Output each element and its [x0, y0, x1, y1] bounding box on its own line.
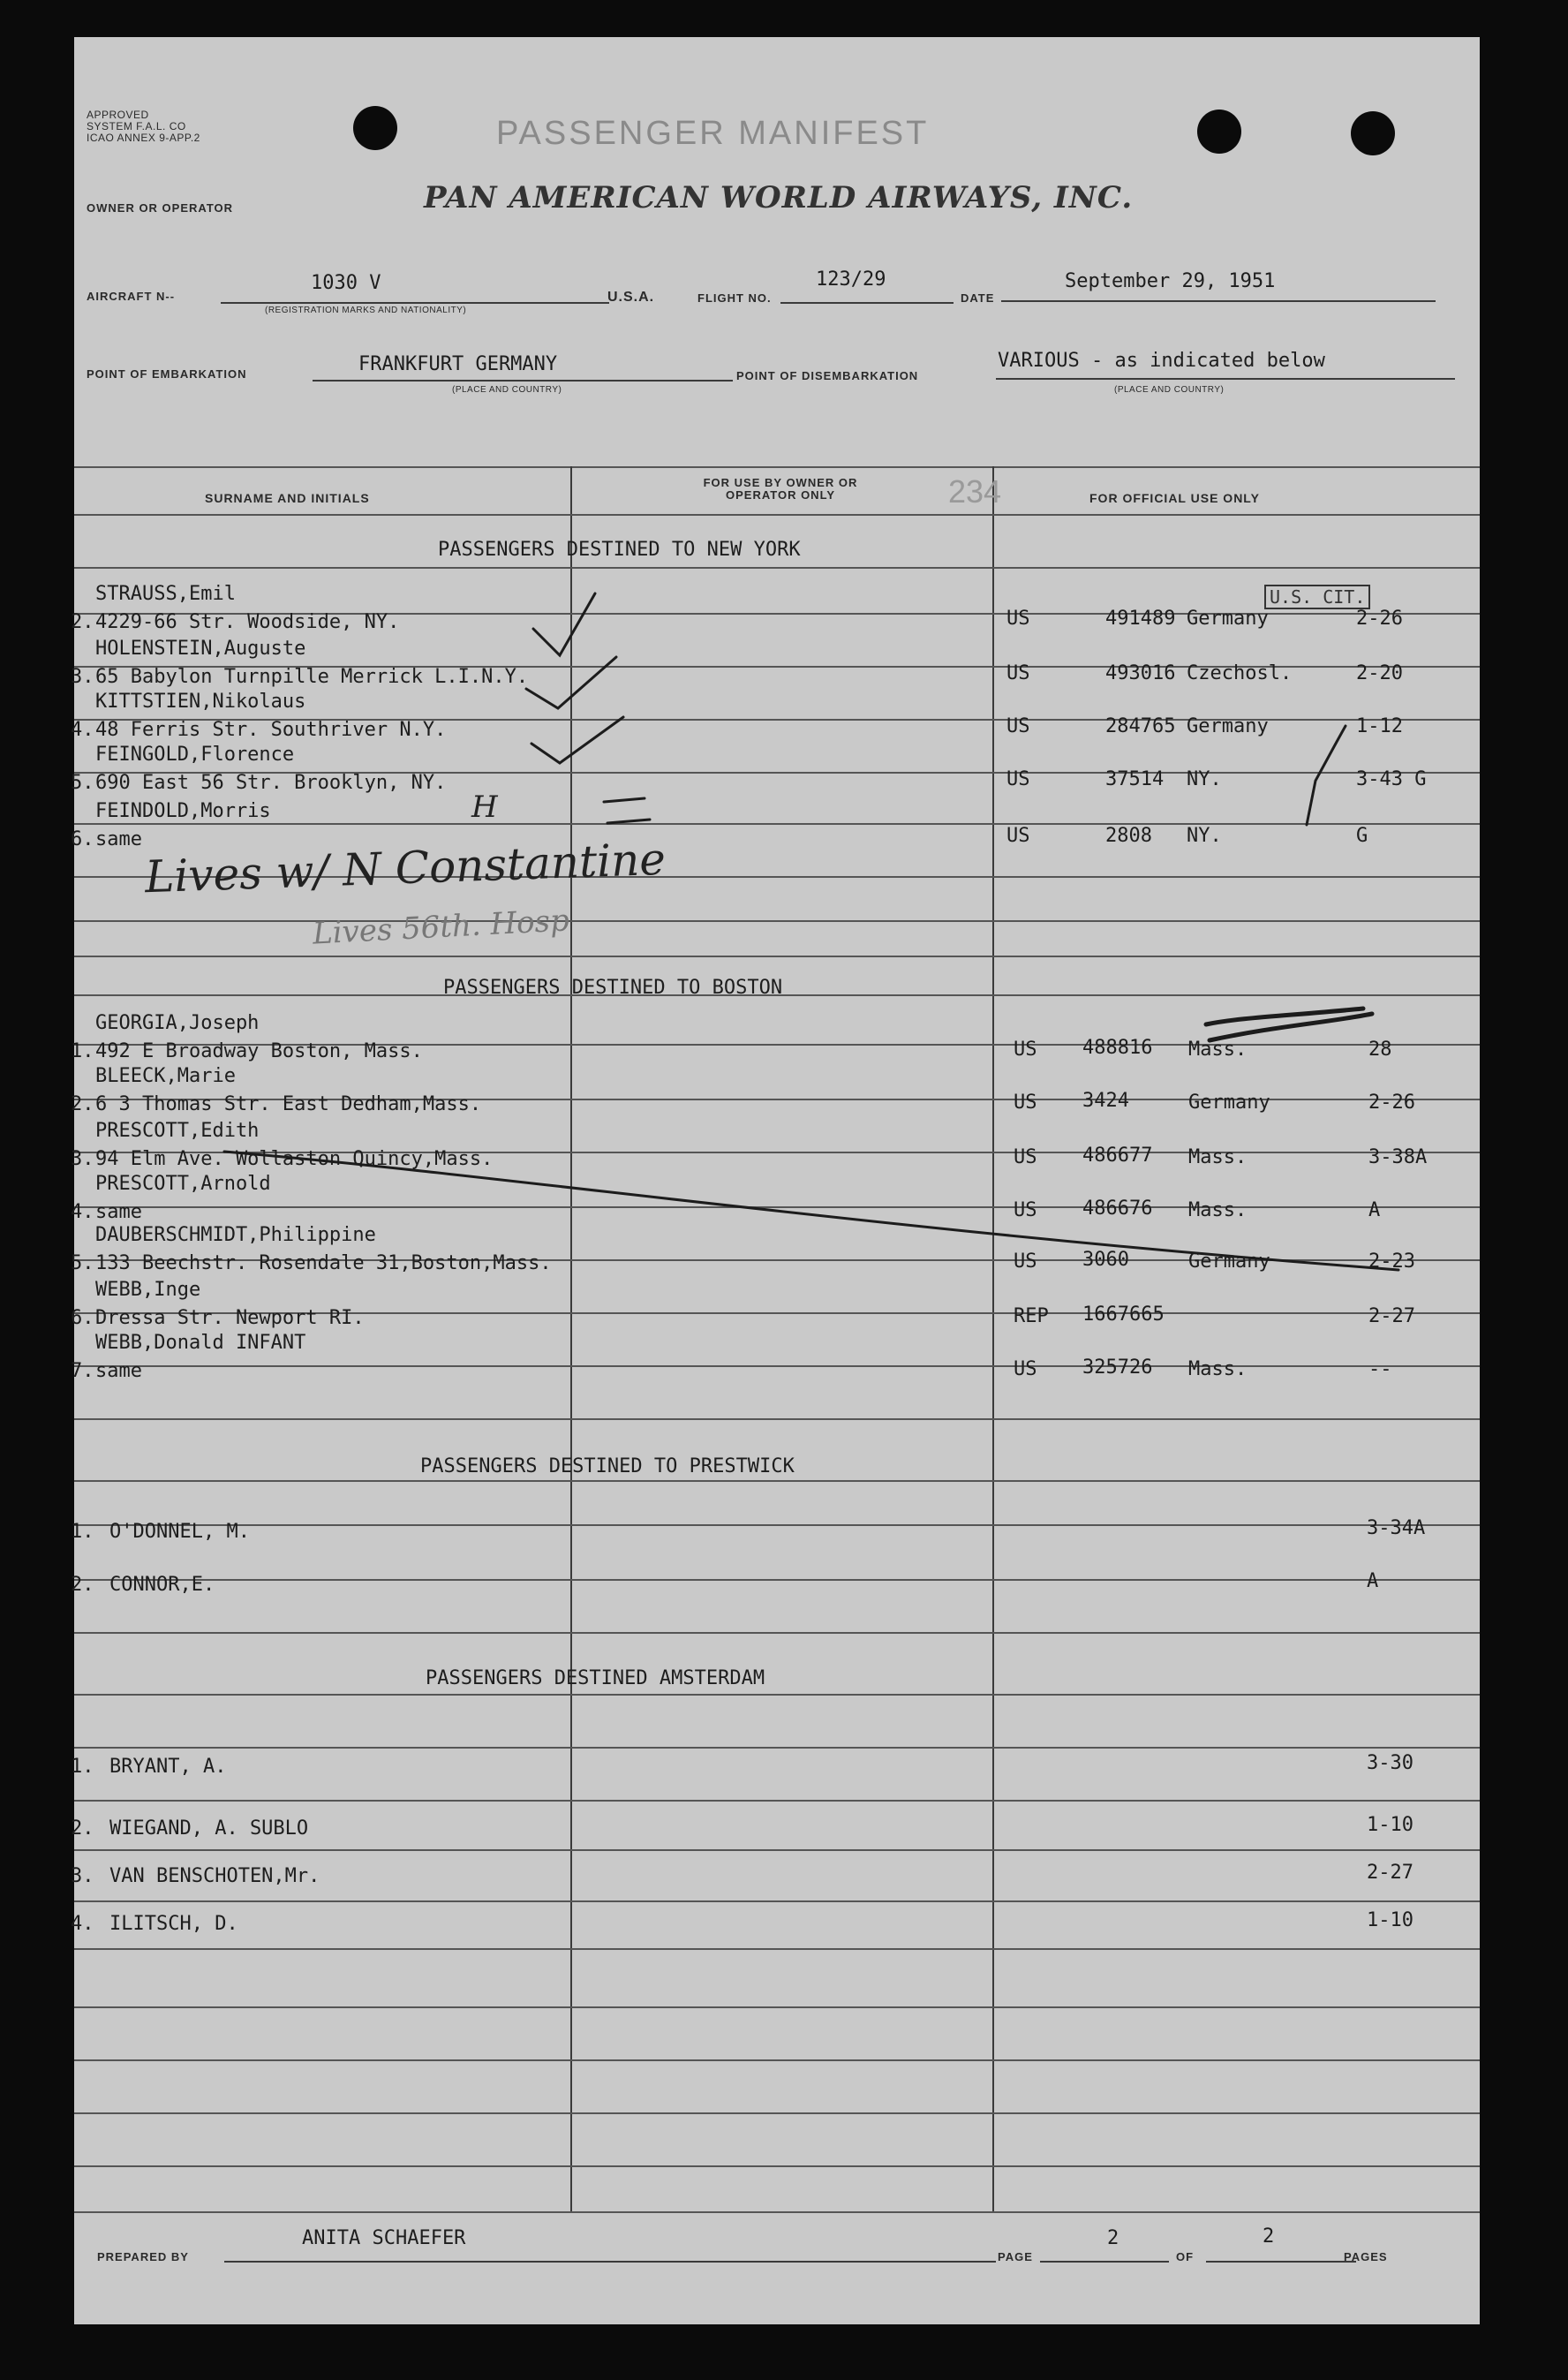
- dash-mark-icon: [604, 798, 650, 823]
- embark-label: POINT OF EMBARKATION: [87, 367, 247, 381]
- disembark-label: POINT OF DISEMBARKATION: [736, 369, 919, 382]
- document-type: US: [1006, 715, 1030, 737]
- passenger-address: 690 East 56 Str. Brooklyn, NY.: [95, 772, 447, 794]
- passenger-number: 6.: [71, 828, 94, 850]
- code: 28: [1368, 1039, 1392, 1061]
- document-type: US: [1014, 1039, 1037, 1061]
- passenger-address: 65 Babylon Turnpille Merrick L.I.N.Y.: [95, 666, 529, 688]
- origin: Czechosl.: [1187, 662, 1293, 684]
- strike-line: [224, 1152, 1398, 1270]
- code: 3-38A: [1368, 1146, 1428, 1168]
- passenger-name: WIEGAND, A. SUBLO: [109, 1817, 309, 1840]
- passenger-number: 3.: [71, 1148, 94, 1170]
- document-type: REP: [1014, 1305, 1049, 1327]
- code: 3-43 G: [1356, 768, 1427, 790]
- passenger-address: 6 3 Thomas Str. East Dedham,Mass.: [95, 1093, 482, 1115]
- passenger-address: Dressa Str. Newport RI.: [95, 1307, 365, 1329]
- passenger-number: 1.: [71, 1521, 94, 1543]
- passenger-number: 2.: [71, 611, 94, 633]
- origin: Mass.: [1188, 1358, 1248, 1380]
- origin: Germany: [1187, 608, 1269, 630]
- document-type: US: [1006, 825, 1030, 847]
- document-type: US: [1014, 1199, 1037, 1221]
- document-number: 488816: [1082, 1037, 1153, 1059]
- handwritten-note: Lives w/ N Constantine: [144, 833, 667, 903]
- checkmark-icon: [1307, 726, 1346, 825]
- embark-value: FRANKFURT GERMANY: [358, 353, 558, 375]
- code: 2-20: [1356, 662, 1403, 684]
- document-number: 3424: [1082, 1090, 1129, 1112]
- checkmark-icon: [526, 657, 616, 708]
- document-number: 1667665: [1082, 1303, 1165, 1326]
- passenger-number: 2.: [71, 1093, 94, 1115]
- handwritten-note-faint: Lives 56th. Hosp: [312, 903, 570, 952]
- aircraft-value: 1030 V: [311, 272, 381, 294]
- date-label: DATE: [961, 291, 995, 305]
- form-title: PASSENGER MANIFEST: [496, 115, 930, 152]
- handwritten-initial: H: [471, 790, 498, 825]
- passenger-number: 4.: [71, 1201, 94, 1223]
- code: A: [1367, 1570, 1379, 1592]
- col-official-use: FOR OFFICIAL USE ONLY: [1089, 491, 1260, 505]
- passenger-name: PRESCOTT,Edith: [95, 1120, 260, 1142]
- passenger-number: 1.: [71, 1756, 94, 1778]
- passenger-number: 5.: [71, 772, 94, 794]
- document-number: 486676: [1082, 1198, 1153, 1220]
- passenger-number: 4.: [71, 1913, 94, 1935]
- page-label: PAGE: [998, 2250, 1033, 2263]
- passenger-name: ILITSCH, D.: [109, 1913, 238, 1935]
- origin: Germany: [1188, 1250, 1270, 1273]
- passenger-number: 2.: [71, 1817, 94, 1840]
- document-number: 3060: [1082, 1249, 1129, 1271]
- passenger-name: BLEECK,Marie: [95, 1065, 236, 1087]
- code: 2-26: [1368, 1092, 1415, 1114]
- manifest-sheet: [71, 37, 1480, 2324]
- passenger-address: same: [95, 828, 142, 850]
- document-type: US: [1006, 768, 1030, 790]
- passenger-name: KITTSTIEN,Nikolaus: [95, 691, 306, 713]
- of-value: 2: [1263, 2225, 1275, 2248]
- code: --: [1368, 1358, 1392, 1380]
- code: 2-26: [1356, 608, 1403, 630]
- col-owner-use: FOR USE BY OWNER OR OPERATOR ONLY: [703, 476, 858, 502]
- origin: Mass.: [1188, 1039, 1248, 1061]
- origin: Mass.: [1188, 1146, 1248, 1168]
- passenger-name: DAUBERSCHMIDT,Philippine: [95, 1224, 376, 1246]
- prepared-value: ANITA SCHAEFER: [302, 2227, 466, 2249]
- registration-note: (REGISTRATION MARKS AND NATIONALITY): [265, 306, 467, 315]
- passenger-address: same: [95, 1360, 142, 1382]
- stamp-number: 234: [948, 473, 1002, 510]
- section-new-york: PASSENGERS DESTINED TO NEW YORK: [438, 539, 801, 561]
- passenger-name: FEINDOLD,Morris: [95, 800, 271, 822]
- flight-value: 123/29: [816, 268, 886, 291]
- passenger-address: 4229-66 Str. Woodside, NY.: [95, 611, 400, 633]
- document-type: US: [1014, 1092, 1037, 1114]
- document-number: 491489: [1105, 608, 1176, 630]
- aircraft-label: AIRCRAFT N--: [87, 290, 176, 303]
- document-number: 486677: [1082, 1145, 1153, 1167]
- passenger-number: 4.: [71, 719, 94, 741]
- approved-line: ICAO ANNEX 9-APP.2: [87, 132, 200, 144]
- document-type: US: [1006, 608, 1030, 630]
- passenger-name: BRYANT, A.: [109, 1756, 227, 1778]
- section-amsterdam: PASSENGERS DESTINED AMSTERDAM: [426, 1667, 765, 1689]
- passenger-address: 94 Elm Ave. Wollaston Quincy,Mass.: [95, 1148, 494, 1170]
- code: 2-27: [1368, 1305, 1415, 1327]
- code: 1-10: [1367, 1814, 1413, 1836]
- disembark-value: VARIOUS - as indicated below: [998, 350, 1325, 372]
- passenger-number: 3.: [71, 1865, 94, 1887]
- origin: Germany: [1187, 715, 1269, 737]
- document-number: 2808: [1105, 825, 1152, 847]
- owner-label: OWNER OR OPERATOR: [87, 201, 234, 215]
- passenger-number: 1.: [71, 1040, 94, 1062]
- origin: NY.: [1187, 825, 1222, 847]
- passenger-number: 3.: [71, 666, 94, 688]
- code: 2-23: [1368, 1250, 1415, 1273]
- checkmark-icon: [533, 593, 595, 655]
- passenger-name: CONNOR,E.: [109, 1574, 215, 1596]
- passenger-number: 5.: [71, 1252, 94, 1274]
- document-number: 493016: [1105, 662, 1176, 684]
- passenger-name: VAN BENSCHOTEN,Mr.: [109, 1865, 320, 1887]
- code: 3-34A: [1367, 1517, 1426, 1539]
- section-boston: PASSENGERS DESTINED TO BOSTON: [443, 977, 783, 999]
- passenger-name: WEBB,Donald INFANT: [95, 1332, 306, 1354]
- code: 3-30: [1367, 1752, 1413, 1774]
- usa-label: U.S.A.: [607, 290, 655, 305]
- passenger-name: O'DONNEL, M.: [109, 1521, 250, 1543]
- date-value: September 29, 1951: [1065, 270, 1276, 292]
- passenger-number: 6.: [71, 1307, 94, 1329]
- document-type: US: [1014, 1146, 1037, 1168]
- approved-line: SYSTEM F.A.L. CO: [87, 120, 186, 132]
- code: 1-10: [1367, 1909, 1413, 1931]
- flight-label: FLIGHT NO.: [697, 291, 772, 305]
- passenger-name: FEINGOLD,Florence: [95, 744, 295, 766]
- passenger-name: HOLENSTEIN,Auguste: [95, 638, 306, 660]
- strike-scribble: [1206, 1009, 1372, 1040]
- passenger-name: PRESCOTT,Arnold: [95, 1173, 271, 1195]
- section-prestwick: PASSENGERS DESTINED TO PRESTWICK: [420, 1455, 795, 1477]
- handwriting-overlay: [74, 37, 1480, 2324]
- of-label: OF: [1176, 2250, 1195, 2263]
- place-note: (PLACE AND COUNTRY): [1114, 385, 1225, 395]
- passenger-name: WEBB,Inge: [95, 1279, 201, 1301]
- place-note: (PLACE AND COUNTRY): [452, 385, 562, 395]
- code: A: [1368, 1199, 1381, 1221]
- passenger-number: 2.: [71, 1574, 94, 1596]
- document-number: 284765: [1105, 715, 1176, 737]
- col-surname: SURNAME AND INITIALS: [205, 491, 370, 505]
- passenger-address: 133 Beechstr. Rosendale 31,Boston,Mass.: [95, 1252, 552, 1274]
- checkmark-icon: [531, 717, 623, 763]
- prepared-label: PREPARED BY: [97, 2250, 189, 2263]
- document-type: US: [1006, 662, 1030, 684]
- code: G: [1356, 825, 1368, 847]
- passenger-name: STRAUSS,Emil: [95, 583, 236, 605]
- code: 2-27: [1367, 1862, 1413, 1884]
- page-value: 2: [1107, 2227, 1119, 2249]
- document-type: US: [1014, 1250, 1037, 1273]
- passenger-number: 7.: [71, 1360, 94, 1382]
- document-number: 37514: [1105, 768, 1165, 790]
- owner-value: PAN AMERICAN WORLD AIRWAYS, INC.: [424, 180, 1134, 215]
- citizen-stamp: U.S. CIT.: [1264, 585, 1370, 609]
- origin: Germany: [1188, 1092, 1270, 1114]
- passenger-address: 492 E Broadway Boston, Mass.: [95, 1040, 423, 1062]
- passenger-name: GEORGIA,Joseph: [95, 1012, 260, 1034]
- document-number: 325726: [1082, 1356, 1153, 1379]
- code: 1-12: [1356, 715, 1403, 737]
- document-type: US: [1014, 1358, 1037, 1380]
- pages-label: PAGES: [1344, 2250, 1388, 2263]
- passenger-address: 48 Ferris Str. Southriver N.Y.: [95, 719, 447, 741]
- origin: NY.: [1187, 768, 1222, 790]
- approved-line: APPROVED: [87, 109, 149, 121]
- passenger-address: same: [95, 1201, 142, 1223]
- origin: Mass.: [1188, 1199, 1248, 1221]
